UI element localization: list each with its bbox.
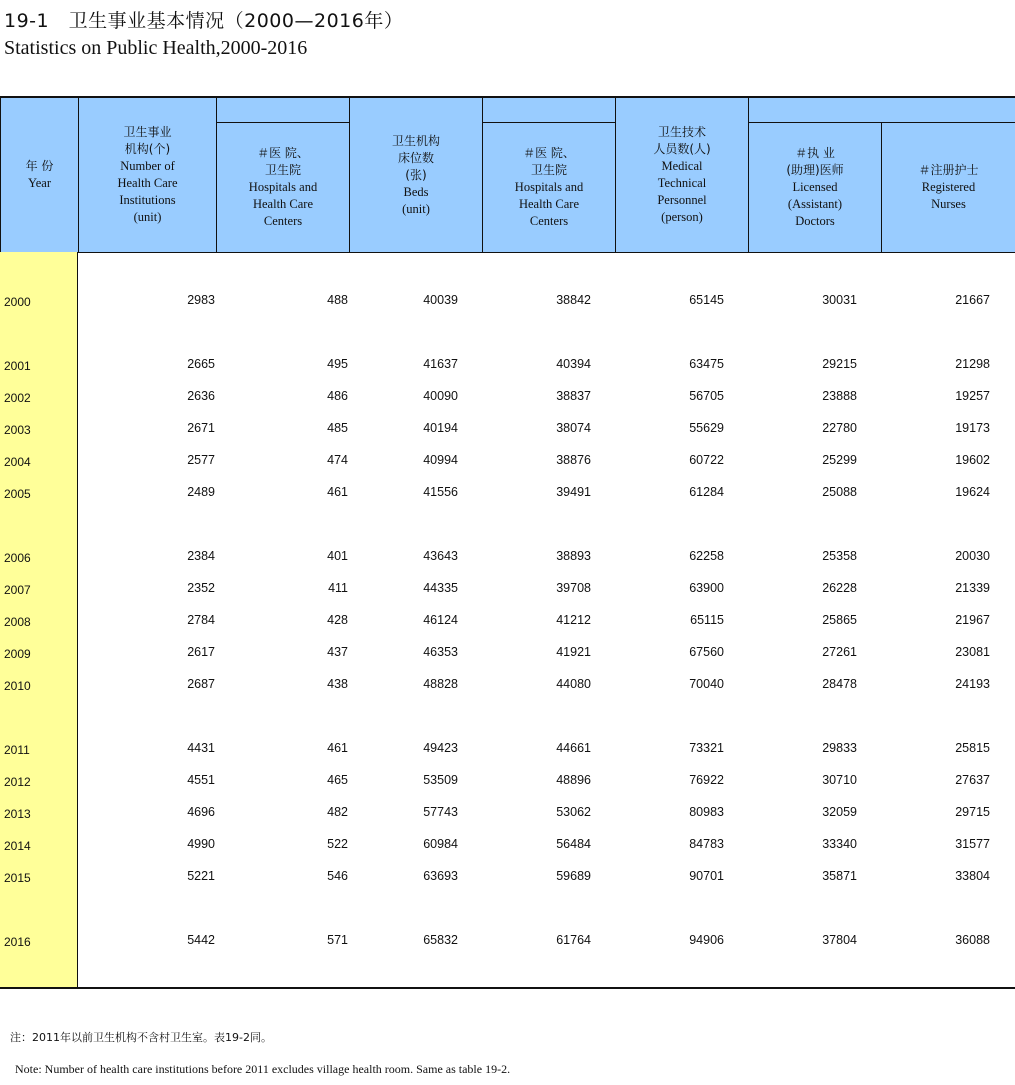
header-text: (Assistant) <box>787 197 843 211</box>
value-cell: 29833 <box>822 741 857 755</box>
value-cell: 38893 <box>556 549 591 563</box>
header-text: 卫生院 <box>530 163 567 177</box>
header-text: Centers <box>529 214 569 228</box>
value-cell: 62258 <box>689 549 724 563</box>
header-text: (unit) <box>133 210 162 224</box>
value-cell: 33804 <box>955 869 990 883</box>
value-cell: 25815 <box>955 741 990 755</box>
value-cell: 33340 <box>822 837 857 851</box>
value-cell: 28478 <box>822 677 857 691</box>
value-cell: 2352 <box>187 581 215 595</box>
value-cell: 2636 <box>187 389 215 403</box>
value-cell: 67560 <box>689 645 724 659</box>
year-cell: 2010 <box>4 679 31 693</box>
value-cell: 73321 <box>689 741 724 755</box>
header-institutions <box>78 96 217 253</box>
value-cell: 25865 <box>822 613 857 627</box>
header-text: Medical <box>661 159 703 173</box>
value-cell: 53509 <box>423 773 458 787</box>
year-cell: 2011 <box>4 743 30 757</box>
value-cell: 2983 <box>187 293 215 307</box>
year-cell: 2000 <box>4 295 31 309</box>
value-cell: 56484 <box>556 837 591 851</box>
value-cell: 38842 <box>556 293 591 307</box>
value-cell: 60984 <box>423 837 458 851</box>
value-cell: 46124 <box>423 613 458 627</box>
table-title-chinese: 19-1 卫生事业基本情况（2000—2016年） <box>4 10 404 32</box>
value-cell: 19173 <box>955 421 990 435</box>
value-cell: 40394 <box>556 357 591 371</box>
value-cell: 63693 <box>423 869 458 883</box>
header-text: 机构(个) <box>124 142 171 156</box>
value-cell: 571 <box>327 933 348 947</box>
value-cell: 495 <box>327 357 348 371</box>
value-cell: 2784 <box>187 613 215 627</box>
value-cell: 25358 <box>822 549 857 563</box>
header-year-cn: 年 份 <box>25 159 54 173</box>
value-cell: 65145 <box>689 293 724 307</box>
value-cell: 2384 <box>187 549 215 563</box>
value-cell: 70040 <box>689 677 724 691</box>
value-cell: 40994 <box>423 453 458 467</box>
value-cell: 401 <box>327 549 348 563</box>
value-cell: 40090 <box>423 389 458 403</box>
header-text: Technical <box>657 176 707 190</box>
value-cell: 485 <box>327 421 348 435</box>
year-cell: 2009 <box>4 647 31 661</box>
value-cell: 38837 <box>556 389 591 403</box>
year-cell: 2014 <box>4 839 31 853</box>
header-text: ＃医 院、 <box>523 146 575 160</box>
value-cell: 482 <box>327 805 348 819</box>
value-cell: 21298 <box>955 357 990 371</box>
value-cell: 46353 <box>423 645 458 659</box>
table-bottom-rule <box>0 987 1015 989</box>
table-title-english: Statistics on Public Health,2000-2016 <box>4 37 308 59</box>
value-cell: 20030 <box>955 549 990 563</box>
footnote-english: Note: Number of health care institutions before 2011 excludes village health room. Same as table 19-2. <box>15 1062 511 1076</box>
value-cell: 465 <box>327 773 348 787</box>
header-text: Registered <box>921 180 976 194</box>
value-cell: 80983 <box>689 805 724 819</box>
value-cell: 2671 <box>187 421 215 435</box>
value-cell: 2665 <box>187 357 215 371</box>
header-beds-hospitals <box>482 122 616 253</box>
value-cell: 65832 <box>423 933 458 947</box>
header-institution-hospitals <box>216 122 350 253</box>
value-cell: 546 <box>327 869 348 883</box>
year-cell: 2003 <box>4 423 31 437</box>
value-cell: 411 <box>328 581 348 595</box>
year-cell: 2012 <box>4 775 31 789</box>
year-cell: 2016 <box>4 935 31 949</box>
value-cell: 5442 <box>187 933 215 947</box>
header-doctors <box>748 122 882 253</box>
value-cell: 21967 <box>955 613 990 627</box>
value-cell: 27637 <box>955 773 990 787</box>
value-cell: 41637 <box>423 357 458 371</box>
header-text: Hospitals and <box>514 180 584 194</box>
value-cell: 2687 <box>187 677 215 691</box>
value-cell: 48896 <box>556 773 591 787</box>
year-cell: 2006 <box>4 551 31 565</box>
value-cell: 43643 <box>423 549 458 563</box>
header-text: Institutions <box>119 193 176 207</box>
header-text: Health Care <box>252 197 314 211</box>
value-cell: 461 <box>327 485 348 499</box>
header-text: (助理)医师 <box>786 163 844 177</box>
header-text: (张) <box>405 167 427 182</box>
header-text: 床位数 <box>397 150 434 165</box>
header-nurses <box>881 122 1015 253</box>
value-cell: 4551 <box>187 773 215 787</box>
value-cell: 48828 <box>423 677 458 691</box>
header-text: Health Care <box>117 176 178 190</box>
value-cell: 21339 <box>955 581 990 595</box>
value-cell: 438 <box>327 677 348 691</box>
value-cell: 57743 <box>423 805 458 819</box>
value-cell: 61764 <box>556 933 591 947</box>
header-text: Hospitals and <box>248 180 318 194</box>
year-cell: 2001 <box>4 359 31 373</box>
value-cell: 29715 <box>955 805 990 819</box>
header-text: ＃执 业 <box>795 146 835 160</box>
header-personnel <box>615 96 749 253</box>
value-cell: 19602 <box>955 453 990 467</box>
value-cell: 44335 <box>423 581 458 595</box>
header-year <box>0 96 79 253</box>
header-beds <box>349 96 483 253</box>
year-cell: 2008 <box>4 615 31 629</box>
value-cell: 41921 <box>556 645 591 659</box>
header-text: (person) <box>661 210 703 224</box>
year-cell: 2005 <box>4 487 31 501</box>
value-cell: 35871 <box>822 869 857 883</box>
value-cell: 61284 <box>689 485 724 499</box>
value-cell: 40194 <box>423 421 458 435</box>
value-cell: 2489 <box>187 485 215 499</box>
header-text: 人员数(人) <box>653 142 711 156</box>
value-cell: 21667 <box>955 293 990 307</box>
header-text: Nurses <box>931 197 966 211</box>
year-cell: 2007 <box>4 583 31 597</box>
header-text: 卫生院 <box>264 163 301 177</box>
value-cell: 4990 <box>187 837 215 851</box>
value-cell: 37804 <box>822 933 857 947</box>
value-cell: 44080 <box>556 677 591 691</box>
value-cell: 23888 <box>822 389 857 403</box>
year-cell: 2015 <box>4 871 31 885</box>
value-cell: 55629 <box>689 421 724 435</box>
value-cell: 26228 <box>822 581 857 595</box>
value-cell: 23081 <box>955 645 990 659</box>
value-cell: 36088 <box>955 933 990 947</box>
header-text: ＃医 院、 <box>257 146 309 160</box>
year-cell: 2004 <box>4 455 31 469</box>
value-cell: 5221 <box>187 869 215 883</box>
value-cell: 30031 <box>822 293 857 307</box>
value-cell: 56705 <box>689 389 724 403</box>
value-cell: 2617 <box>187 645 215 659</box>
value-cell: 44661 <box>556 741 591 755</box>
value-cell: 90701 <box>689 869 724 883</box>
header-text: Health Care <box>518 197 580 211</box>
value-cell: 63475 <box>689 357 724 371</box>
value-cell: 25299 <box>822 453 857 467</box>
header-text: 卫生事业 <box>123 125 172 139</box>
header-text: Personnel <box>657 193 707 207</box>
value-cell: 4696 <box>187 805 215 819</box>
value-cell: 461 <box>327 741 348 755</box>
header-text: 卫生技术 <box>657 125 706 139</box>
header-text: Licensed <box>792 180 838 194</box>
value-cell: 19624 <box>955 485 990 499</box>
value-cell: 488 <box>327 293 348 307</box>
header-text: Number of <box>120 159 175 173</box>
value-cell: 437 <box>327 645 348 659</box>
value-cell: 29215 <box>822 357 857 371</box>
value-cell: 428 <box>327 613 348 627</box>
header-text: 卫生机构 <box>391 133 440 148</box>
value-cell: 60722 <box>689 453 724 467</box>
value-cell: 22780 <box>822 421 857 435</box>
value-cell: 27261 <box>822 645 857 659</box>
value-cell: 31577 <box>955 837 990 851</box>
value-cell: 49423 <box>423 741 458 755</box>
value-cell: 25088 <box>822 485 857 499</box>
value-cell: 76922 <box>689 773 724 787</box>
value-cell: 522 <box>327 837 348 851</box>
value-cell: 474 <box>327 453 348 467</box>
value-cell: 38074 <box>556 421 591 435</box>
value-cell: 40039 <box>423 293 458 307</box>
value-cell: 59689 <box>556 869 591 883</box>
value-cell: 2577 <box>187 453 215 467</box>
year-cell: 2002 <box>4 391 31 405</box>
value-cell: 19257 <box>955 389 990 403</box>
header-text: (unit) <box>402 201 430 216</box>
header-text: Doctors <box>795 214 835 228</box>
value-cell: 41212 <box>556 613 591 627</box>
value-cell: 39708 <box>556 581 591 595</box>
value-cell: 39491 <box>556 485 591 499</box>
header-text: ＃注册护士 <box>918 163 979 177</box>
value-cell: 24193 <box>955 677 990 691</box>
value-cell: 94906 <box>689 933 724 947</box>
year-cell: 2013 <box>4 807 31 821</box>
value-cell: 65115 <box>690 613 724 627</box>
value-cell: 32059 <box>822 805 857 819</box>
header-text: Centers <box>263 214 303 228</box>
value-cell: 486 <box>327 389 348 403</box>
value-cell: 38876 <box>556 453 591 467</box>
value-cell: 4431 <box>187 741 215 755</box>
header-text: Beds <box>403 184 429 199</box>
value-cell: 63900 <box>689 581 724 595</box>
value-cell: 84783 <box>689 837 724 851</box>
value-cell: 53062 <box>556 805 591 819</box>
value-cell: 41556 <box>423 485 458 499</box>
header-year-en: Year <box>27 176 52 190</box>
footnote-chinese: 注：2011年以前卫生机构不含村卫生室。表19-2同。 <box>10 1031 272 1044</box>
value-cell: 30710 <box>822 773 857 787</box>
